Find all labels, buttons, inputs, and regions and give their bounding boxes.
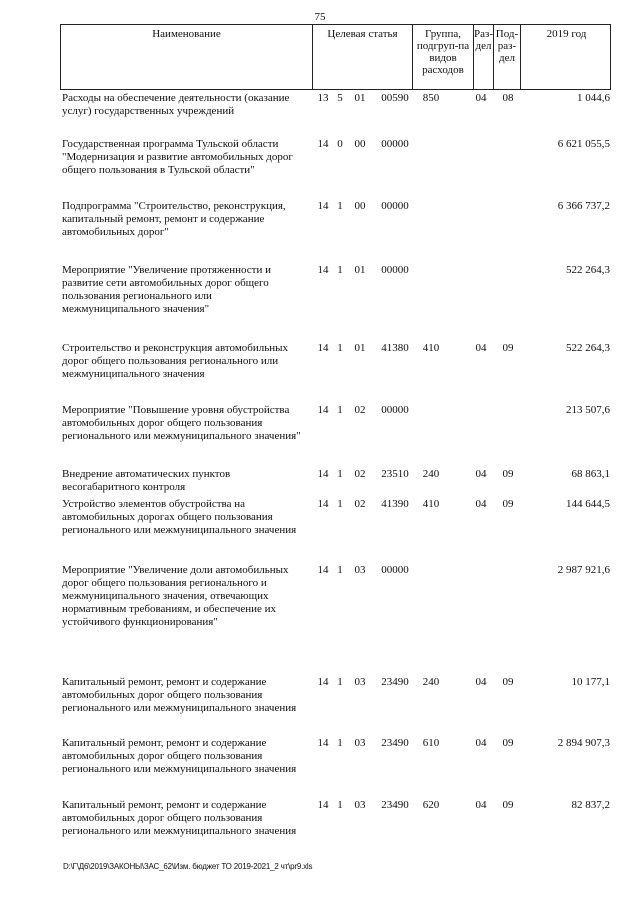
header-section: Раз-дел <box>474 25 494 89</box>
row-code-c: 03 <box>354 564 366 576</box>
row-code-d: 41390 <box>381 498 409 510</box>
row-code-sec: 04 <box>475 676 487 688</box>
row-code-b: 1 <box>337 200 343 212</box>
row-code-sub: 09 <box>502 342 514 354</box>
row-code-d: 41380 <box>381 342 409 354</box>
row-value: 68 863,1 <box>571 468 610 480</box>
row-code-sec: 04 <box>475 799 487 811</box>
row-code-grp: 240 <box>422 468 440 480</box>
row-code-b: 1 <box>337 676 343 688</box>
row-name: Капитальный ремонт, ремонт и содержание автомобильных дорог общего пользования регионального или межмуниципального значения <box>62 799 297 837</box>
row-code-b: 5 <box>337 92 343 104</box>
row-code-c: 02 <box>354 404 366 416</box>
row-code-c: 02 <box>354 498 366 510</box>
row-code-b: 0 <box>337 138 343 150</box>
row-code-sub: 09 <box>502 799 514 811</box>
header-group: Группа, подгруп-па видов расходов <box>413 25 474 89</box>
header-name: Наименование <box>61 25 313 89</box>
row-code-sub: 09 <box>502 676 514 688</box>
row-value: 522 264,3 <box>566 264 610 276</box>
row-name: Подпрограмма "Строительство, реконструкция, капитальный ремонт, ремонт и содержание автомобильных дорог" <box>62 200 286 238</box>
row-code-d: 00590 <box>381 92 409 104</box>
row-code-d: 23490 <box>381 737 409 749</box>
row-code-c: 01 <box>354 264 366 276</box>
row-code-c: 03 <box>354 799 366 811</box>
row-code-sec: 04 <box>475 737 487 749</box>
row-code-grp: 410 <box>422 498 440 510</box>
row-code-a: 14 <box>317 264 329 276</box>
row-code-a: 14 <box>317 498 329 510</box>
row-code-grp: 620 <box>422 799 440 811</box>
row-code-sub: 09 <box>502 498 514 510</box>
row-code-a: 14 <box>317 138 329 150</box>
row-name: Мероприятие "Увеличение доли автомобильных дорог общего пользования регионального и межмуниципального значения, отвечающих нормативным требованиям, и обеспечение их устойчивого функционирования" <box>62 564 289 628</box>
row-code-d: 00000 <box>381 264 409 276</box>
row-value: 144 644,5 <box>566 498 610 510</box>
row-name: Устройство элементов обустройства на автомобильных дорогах общего пользования регионального или межмуниципального значения <box>62 498 297 536</box>
row-code-d: 00000 <box>381 138 409 150</box>
row-value: 213 507,6 <box>566 404 610 416</box>
row-code-b: 1 <box>337 264 343 276</box>
row-code-b: 1 <box>337 498 343 510</box>
row-value: 10 177,1 <box>571 676 610 688</box>
row-name: Расходы на обеспечение деятельности (оказание услуг) государственных учреждений <box>62 92 290 117</box>
row-code-a: 14 <box>317 676 329 688</box>
row-code-sec: 04 <box>475 342 487 354</box>
row-code-d: 23490 <box>381 799 409 811</box>
row-value: 6 366 737,2 <box>557 200 610 212</box>
row-code-grp: 850 <box>422 92 440 104</box>
row-code-c: 03 <box>354 737 366 749</box>
row-code-sub: 09 <box>502 468 514 480</box>
row-code-d: 00000 <box>381 404 409 416</box>
row-code-d: 00000 <box>381 564 409 576</box>
row-name: Капитальный ремонт, ремонт и содержание автомобильных дорог общего пользования регионального или межмуниципального значения <box>62 737 297 775</box>
row-value: 2 987 921,6 <box>557 564 610 576</box>
row-code-a: 14 <box>317 200 329 212</box>
row-code-b: 1 <box>337 799 343 811</box>
row-code-b: 1 <box>337 564 343 576</box>
row-code-sub: 08 <box>502 92 514 104</box>
row-code-a: 14 <box>317 342 329 354</box>
row-code-a: 13 <box>317 92 329 104</box>
row-name: Внедрение автоматических пунктов весогабаритного контроля <box>62 468 231 493</box>
row-code-c: 01 <box>354 342 366 354</box>
row-code-sec: 04 <box>475 498 487 510</box>
row-code-d: 23510 <box>381 468 409 480</box>
row-code-b: 1 <box>337 342 343 354</box>
row-code-b: 1 <box>337 468 343 480</box>
row-code-sec: 04 <box>475 92 487 104</box>
file-path-footer: D:\Г\Д6\2019\ЗАКОНЫ\ЗАС_62\Изм. бюджет ТО 2019-2021_2 чт\pr9.xls <box>63 862 313 871</box>
row-value: 2 894 907,3 <box>557 737 610 749</box>
row-code-grp: 240 <box>422 676 440 688</box>
page-number: 75 <box>314 11 326 23</box>
row-code-a: 14 <box>317 564 329 576</box>
row-name: Капитальный ремонт, ремонт и содержание автомобильных дорог общего пользования регионального или межмуниципального значения <box>62 676 297 714</box>
row-value: 1 044,6 <box>577 92 610 104</box>
row-value: 6 621 055,5 <box>557 138 610 150</box>
row-code-b: 1 <box>337 737 343 749</box>
row-code-d: 23490 <box>381 676 409 688</box>
row-code-a: 14 <box>317 799 329 811</box>
row-value: 522 264,3 <box>566 342 610 354</box>
row-code-sub: 09 <box>502 737 514 749</box>
row-name: Мероприятие "Увеличение протяженности и развитие сети автомобильных дорог общего пользования регионального или межмуниципального значения" <box>62 264 271 315</box>
header-target: Целевая статья <box>313 25 413 89</box>
row-value: 82 837,2 <box>571 799 610 811</box>
row-code-a: 14 <box>317 737 329 749</box>
row-code-grp: 410 <box>422 342 440 354</box>
row-code-d: 00000 <box>381 200 409 212</box>
row-code-b: 1 <box>337 404 343 416</box>
row-code-sec: 04 <box>475 468 487 480</box>
row-name: Мероприятие "Повышение уровня обустройства автомобильных дорог общего пользования регионального или межмуниципального значения" <box>62 404 301 442</box>
row-name: Строительство и реконструкция автомобильных дорог общего пользования регионального или межмуниципального значения <box>62 342 289 380</box>
row-code-grp: 610 <box>422 737 440 749</box>
row-code-c: 00 <box>354 200 366 212</box>
row-code-c: 03 <box>354 676 366 688</box>
row-code-a: 14 <box>317 468 329 480</box>
header-year: 2019 год <box>546 28 587 40</box>
row-name: Государственная программа Тульской области "Модернизация и развитие автомобильных дорог общего пользования в Тульской области" <box>62 138 293 176</box>
row-code-c: 02 <box>354 468 366 480</box>
row-code-a: 14 <box>317 404 329 416</box>
row-code-c: 01 <box>354 92 366 104</box>
row-code-c: 00 <box>354 138 366 150</box>
header-subsection: Под-раз-дел <box>494 25 521 89</box>
